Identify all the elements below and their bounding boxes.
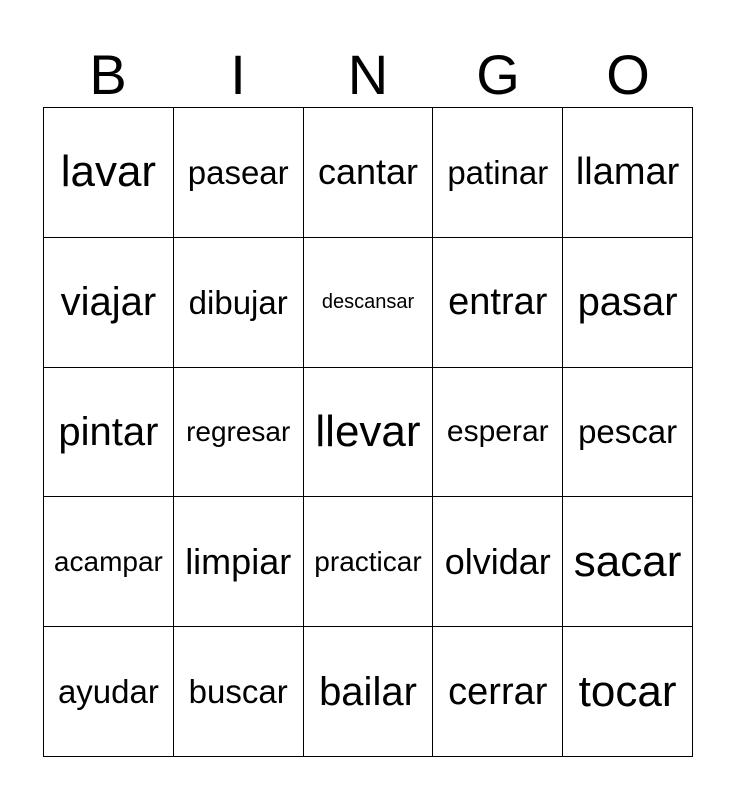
header-letter-n: N bbox=[347, 43, 389, 106]
bingo-cell: llamar bbox=[563, 108, 693, 238]
bingo-cell: pescar bbox=[563, 368, 693, 498]
bingo-cell: tocar bbox=[563, 627, 693, 757]
bingo-cell: ayudar bbox=[44, 627, 174, 757]
bingo-card bbox=[43, 107, 693, 757]
bingo-cell: dibujar bbox=[174, 238, 304, 368]
bingo-cell: patinar bbox=[433, 108, 563, 238]
bingo-cell: cerrar bbox=[433, 627, 563, 757]
header-letter-i: I bbox=[230, 43, 246, 106]
bingo-cell: buscar bbox=[174, 627, 304, 757]
bingo-cell: esperar bbox=[433, 368, 563, 498]
bingo-cell: viajar bbox=[44, 238, 174, 368]
bingo-cell: cantar bbox=[304, 108, 434, 238]
bingo-cell: entrar bbox=[433, 238, 563, 368]
header-letter-g: G bbox=[476, 43, 520, 106]
bingo-cell: lavar bbox=[44, 108, 174, 238]
bingo-cell: pintar bbox=[44, 368, 174, 498]
bingo-cell: pasear bbox=[174, 108, 304, 238]
bingo-header bbox=[43, 44, 693, 106]
header-letter-b: B bbox=[89, 43, 127, 106]
bingo-cell: acampar bbox=[44, 497, 174, 627]
bingo-cell: practicar bbox=[304, 497, 434, 627]
bingo-cell: descansar bbox=[304, 238, 434, 368]
bingo-cell: olvidar bbox=[433, 497, 563, 627]
bingo-cell: limpiar bbox=[174, 497, 304, 627]
bingo-cell: sacar bbox=[563, 497, 693, 627]
bingo-cell: llevar bbox=[304, 368, 434, 498]
bingo-cell: regresar bbox=[174, 368, 304, 498]
bingo-cell: pasar bbox=[563, 238, 693, 368]
header-letter-o: O bbox=[606, 43, 650, 106]
bingo-cell: bailar bbox=[304, 627, 434, 757]
